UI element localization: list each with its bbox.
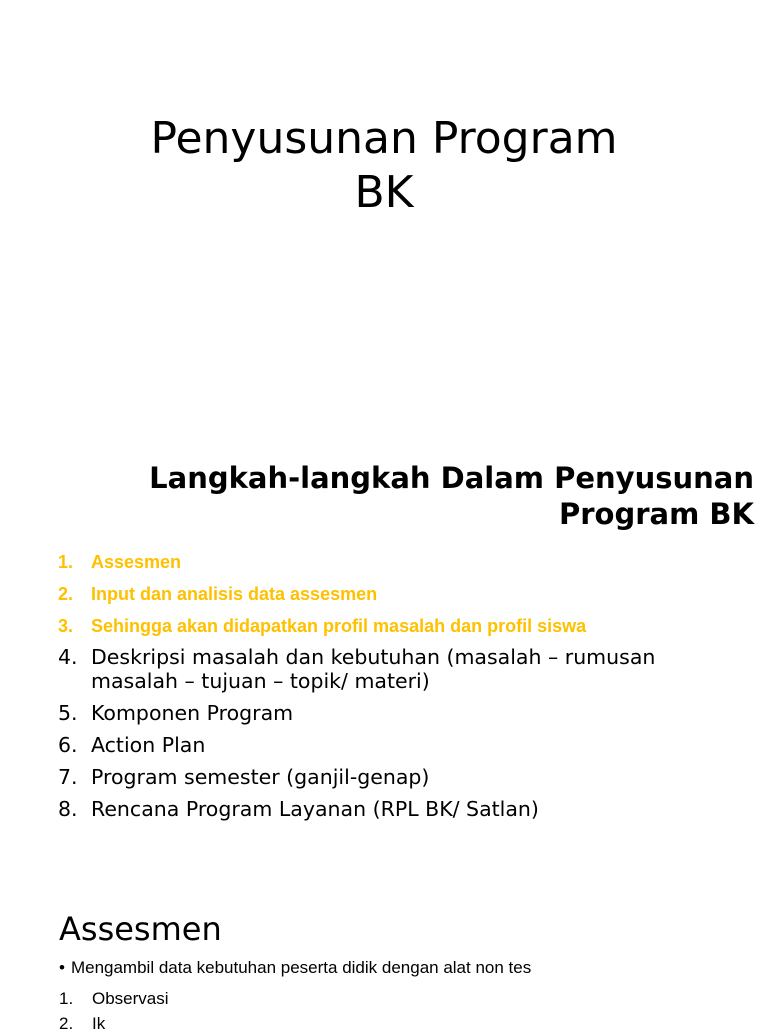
assessment-bullet <box>59 956 531 980</box>
step-item-5 <box>58 701 738 725</box>
bullet-dot-icon: • <box>59 958 65 977</box>
steps-heading-line-1: Langkah-langkah Dalam Penyusunan <box>149 461 754 495</box>
step-number: 5. <box>58 701 78 725</box>
method-number: 2. <box>59 1014 74 1033</box>
step-number: 8. <box>58 797 78 821</box>
assessment-heading: Assesmen <box>59 910 222 948</box>
step-number: 2. <box>58 584 74 604</box>
step-item-1 <box>58 549 738 581</box>
step-text: Program semester (ganjil-genap) <box>91 765 430 789</box>
steps-heading-line-2: Program BK <box>559 497 754 531</box>
assessment-bullet-text: Mengambil data kebutuhan peserta didik dengan alat non tes <box>70 958 532 977</box>
steps-list <box>58 549 738 829</box>
step-text: Assesmen <box>91 552 182 572</box>
step-item-8 <box>58 797 738 821</box>
step-item-7 <box>58 765 738 789</box>
step-number: 4. <box>58 645 78 669</box>
method-text: Observasi <box>92 989 169 1008</box>
step-number: 1. <box>58 552 74 572</box>
step-text: Deskripsi masalah dan kebutuhan (masalah – rumusan masalah – tujuan – topik/ materi) <box>91 645 656 693</box>
assessment-methods-list <box>59 986 169 1036</box>
steps-heading <box>40 460 754 532</box>
step-number: 3. <box>58 616 74 636</box>
method-text: Ik <box>92 1014 106 1033</box>
slide-title-line-1: Penyusunan Program <box>150 113 618 164</box>
step-text: Komponen Program <box>91 701 294 725</box>
step-text: Action Plan <box>91 733 206 757</box>
step-text: Rencana Program Layanan (RPL BK/ Satlan) <box>91 797 539 821</box>
slide-title <box>0 112 768 220</box>
slide-title-line-2: BK <box>354 167 414 218</box>
step-number: 7. <box>58 765 78 789</box>
step-text: Sehingga akan didapatkan profil masalah dan profil siswa <box>91 616 587 636</box>
step-item-2 <box>58 581 738 613</box>
step-item-4 <box>58 645 738 693</box>
step-number: 6. <box>58 733 78 757</box>
method-number: 1. <box>59 989 74 1008</box>
step-item-3 <box>58 613 738 645</box>
step-text: Input dan analisis data assesmen <box>91 584 378 604</box>
assessment-method-item <box>59 986 169 1011</box>
step-item-6 <box>58 733 738 757</box>
